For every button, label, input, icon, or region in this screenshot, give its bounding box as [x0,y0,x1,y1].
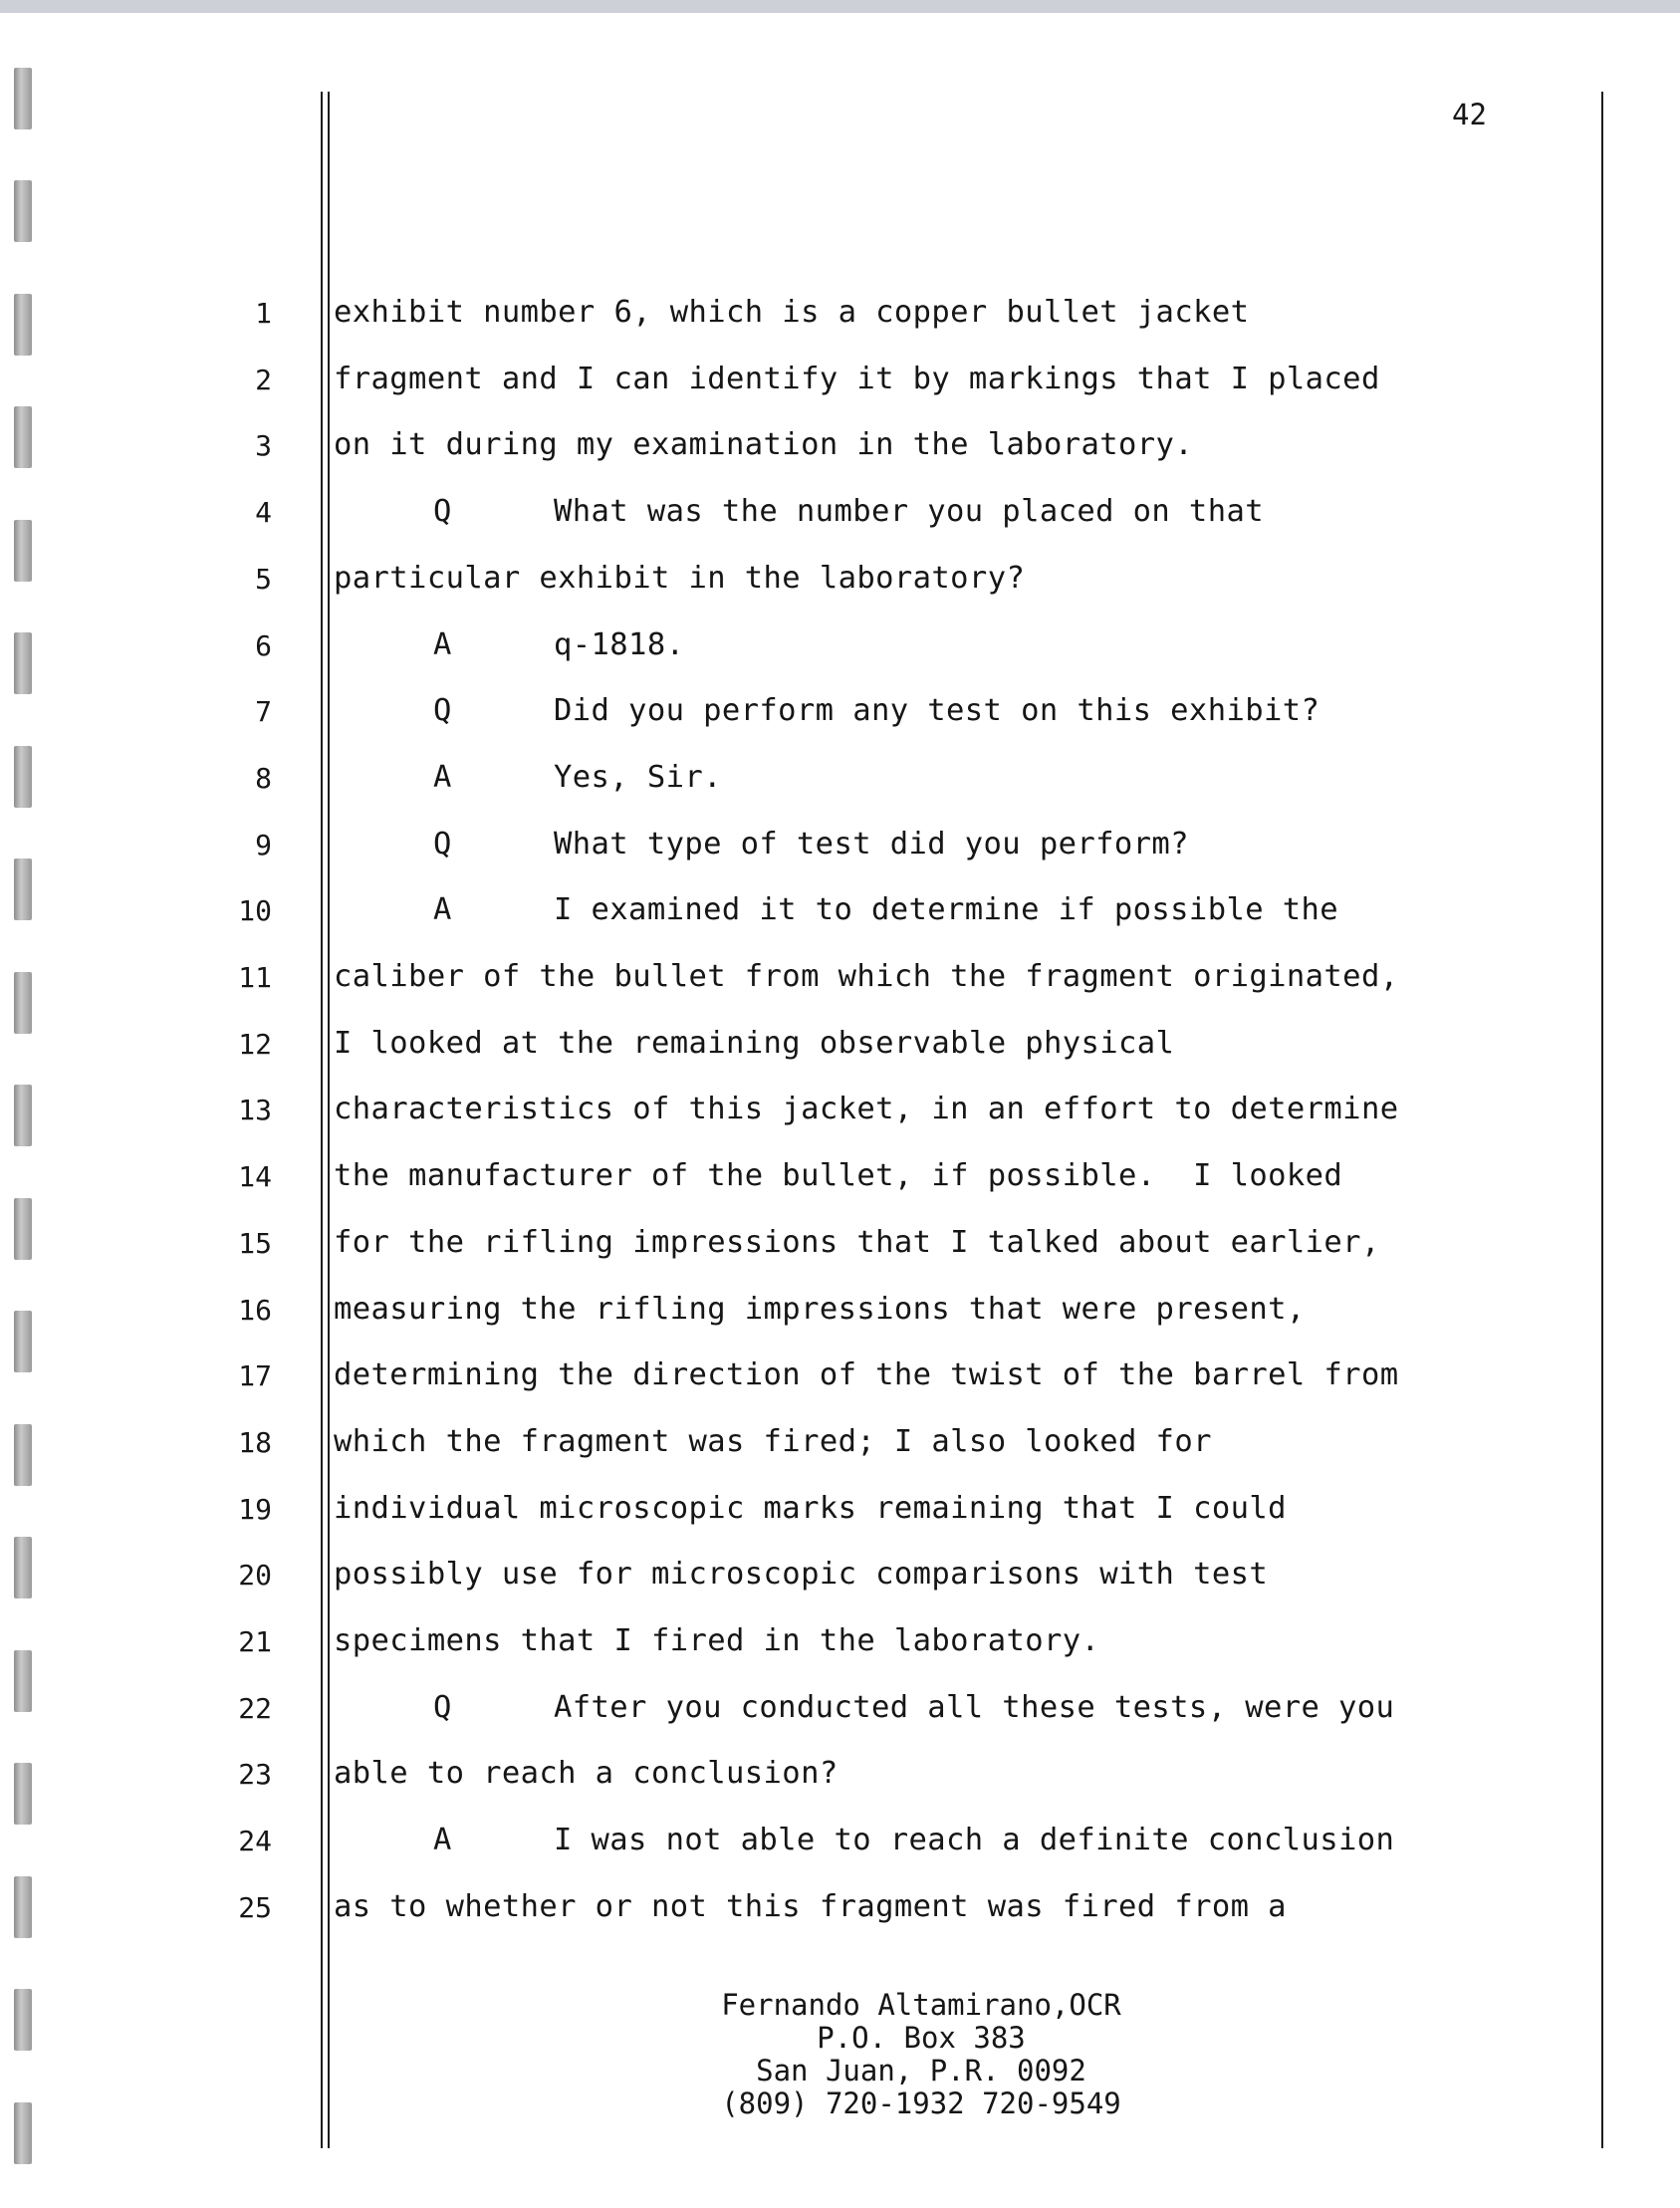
binder-hole [14,1424,32,1486]
reporter-footer [558,1989,1285,2120]
line-number: 25 [238,1890,272,1924]
transcript-line [334,427,1193,462]
line-number: 14 [238,1160,272,1194]
transcript-line [433,1823,1394,1857]
transcript-line [433,827,1189,861]
line-number: 17 [238,1359,272,1393]
line-text: What was the number you placed on that [554,494,1264,530]
line-text: the manufacturer of the bullet, if possible. I looked [334,1158,1343,1194]
line-number: 18 [238,1425,272,1459]
line-text: I was not able to reach a definite conclusion [554,1823,1395,1858]
line-text: I examined it to determine if possible the [554,892,1339,928]
line-number: 1 [255,297,272,330]
binder-hole [14,406,32,468]
line-text: After you conducted all these tests, were you [554,1689,1395,1725]
line-number: 4 [255,496,272,530]
left-margin-rule-outer [321,92,323,2148]
line-number: 7 [255,695,272,729]
line-text: I looked at the remaining observable physical [334,1025,1175,1061]
line-text: which the fragment was fired; I also looked for [334,1423,1212,1459]
line-number: 10 [238,894,272,928]
transcript-line [433,627,684,662]
line-text: Yes, Sir. [554,759,722,795]
line-number: 6 [255,628,272,662]
binder-hole [14,180,32,242]
line-text: as to whether or not this fragment was fired from a [334,1888,1287,1924]
qa-marker: A [433,759,452,795]
qa-marker: A [433,1823,452,1858]
transcript-line [433,693,1320,728]
transcript-line [334,1756,839,1791]
transcript-line [334,1424,1212,1459]
line-number: 23 [238,1758,272,1792]
line-number: 2 [255,363,272,396]
transcript-line [433,892,1338,927]
line-text: measuring the rifling impressions that were present, [334,1291,1306,1327]
binder-hole [14,746,32,808]
binder-hole [14,1763,32,1825]
line-number: 15 [238,1226,272,1260]
binder-hole [14,520,32,582]
transcript-line [334,1225,1380,1260]
line-number: 22 [238,1691,272,1725]
line-text: Did you perform any test on this exhibit? [554,693,1320,729]
line-number: 12 [238,1027,272,1061]
line-number: 9 [255,828,272,861]
transcript-line [334,1889,1287,1924]
qa-marker: Q [433,1689,452,1725]
binder-hole [14,859,32,920]
transcript-line [334,1557,1268,1592]
line-text: able to reach a conclusion? [334,1756,839,1792]
transcript-line [433,1690,1394,1725]
binder-hole [14,68,32,129]
binder-hole [14,1311,32,1372]
qa-marker: Q [433,826,452,861]
transcript-line [334,1026,1174,1061]
line-number: 20 [238,1559,272,1593]
line-number: 11 [238,961,272,994]
line-text: for the rifling impressions that I talked about earlier, [334,1224,1380,1260]
line-text: q-1818. [554,626,685,662]
line-number: 21 [238,1625,272,1658]
line-text: exhibit number 6, which is a copper bullet jacket [334,295,1250,330]
binder-hole [14,1876,32,1938]
line-text: characteristics of this jacket, in an effort to determine [334,1092,1399,1127]
binder-hole [14,294,32,356]
page-number: 42 [1452,98,1487,131]
transcript-line [334,1092,1398,1126]
line-text: specimens that I fired in the laboratory. [334,1623,1100,1658]
transcript-line [334,959,1398,994]
line-number: 19 [238,1492,272,1526]
line-number: 5 [255,562,272,596]
binder-hole [14,1650,32,1712]
line-text: What type of test did you perform? [554,826,1189,861]
transcript-line [334,295,1249,330]
binder-hole [14,632,32,694]
qa-marker: Q [433,494,452,530]
line-text: on it during my examination in the laboratory. [334,427,1194,463]
line-text: caliber of the bullet from which the fragment originated, [334,959,1399,994]
binder-hole [14,1537,32,1598]
reporter-name: Fernando Altamirano,OCR [721,1988,1121,2022]
transcript-line [334,561,1025,596]
binder-hole [14,2102,32,2164]
line-text: fragment and I can identify it by markings that I placed [334,361,1380,396]
binder-hole [14,1085,32,1146]
line-number: 8 [255,761,272,795]
transcript-line [334,362,1380,396]
transcript-line [334,1623,1099,1658]
transcript-line [433,494,1264,529]
reporter-po-box: P.O. Box 383 [817,2021,1026,2055]
line-text: individual microscopic marks remaining that I could [334,1490,1287,1526]
line-number: 3 [255,429,272,463]
qa-marker: Q [433,693,452,729]
line-number: 16 [238,1293,272,1327]
line-text: particular exhibit in the laboratory? [334,560,1026,596]
line-text: determining the direction of the twist of the barrel from [334,1357,1399,1393]
transcript-line [334,1292,1306,1327]
line-text: possibly use for microscopic comparisons with test [334,1557,1269,1593]
binder-hole [14,1198,32,1260]
scan-top-edge [0,0,1680,13]
right-margin-rule [1601,92,1603,2148]
binder-hole [14,972,32,1034]
transcript-line [433,760,722,795]
left-margin-rule-inner [328,92,330,2148]
line-number: 24 [238,1825,272,1858]
transcript-line [334,1158,1342,1193]
reporter-phone: (809) 720-1932 720-9549 [721,2086,1121,2120]
reporter-city: San Juan, P.R. 0092 [756,2054,1086,2087]
transcript-line [334,1357,1398,1392]
qa-marker: A [433,892,452,928]
qa-marker: A [433,626,452,662]
transcript-line [334,1491,1287,1526]
binder-hole [14,1989,32,2051]
line-number: 13 [238,1094,272,1127]
